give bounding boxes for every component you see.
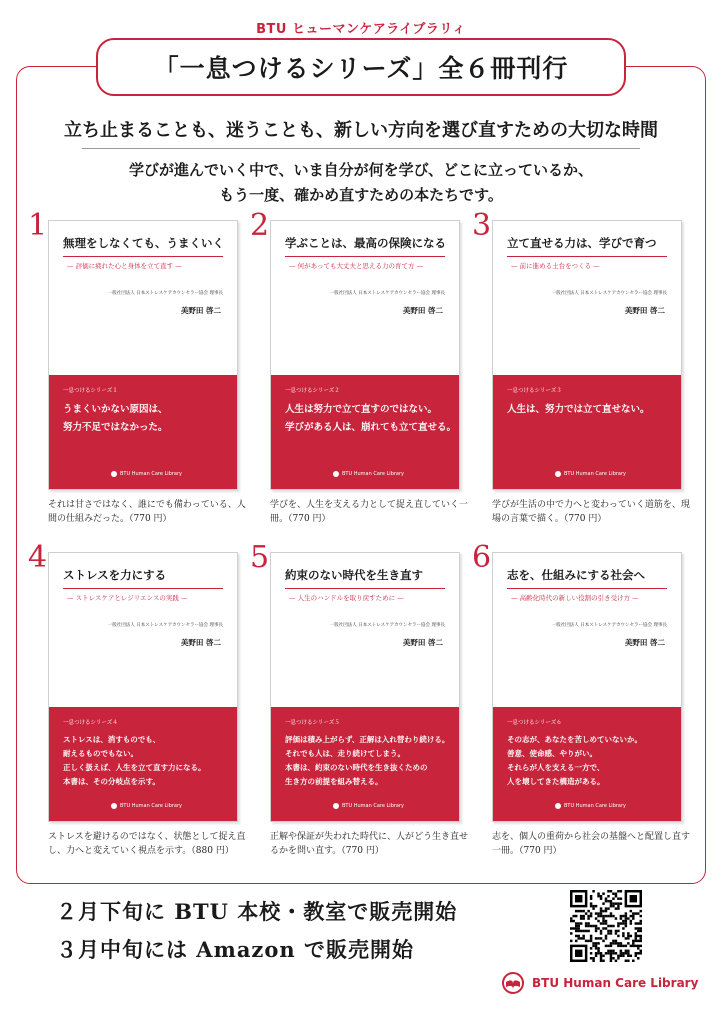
book-title: ストレスを力にする — [63, 568, 167, 582]
book-number: 4 — [28, 540, 48, 575]
logo-mark-icon — [333, 471, 339, 477]
band-line: うまくいかない原因は、 — [63, 404, 168, 415]
title-rule — [285, 256, 445, 257]
band-line: それらが人を支える一方で、 — [507, 763, 605, 772]
intro-line: 学びが進んでいく中で、いま自分が何を学び、どこに立っているか、 — [128, 161, 594, 179]
book-cover[interactable] — [270, 552, 460, 822]
logo-mark-icon — [111, 803, 117, 809]
logo-mark-icon — [333, 803, 339, 809]
book-logo-icon — [500, 972, 526, 994]
band-copy — [285, 733, 449, 789]
book-subtitle: — 前に進める土台をつくる — — [511, 262, 600, 270]
book-description: 正解や保証が失われた時代に、人がどう生き直せるかを問い直す。（770 円） — [270, 832, 469, 856]
title-rule — [63, 256, 223, 257]
book-cover[interactable] — [48, 552, 238, 822]
book-cover[interactable] — [270, 220, 460, 490]
cover-logo — [111, 803, 182, 809]
series-label: 一息つけるシリーズ３ — [507, 388, 562, 394]
book-cover[interactable] — [48, 220, 238, 490]
band-line: 本書は、約束のない時代を生き抜くための — [285, 763, 428, 772]
author-org: 一般社団法人 日本ストレスケアカウンセラー協会 理事長 — [107, 623, 223, 628]
cover-logo — [555, 471, 626, 477]
book-subtitle: — 人生のハンドルを取り戻すために — — [289, 594, 404, 602]
band-line: 人生は努力で立て直すのではない。 — [285, 404, 438, 415]
book-subtitle: — 高齢化時代の新しい役割の引き受け方 — — [511, 594, 639, 602]
band-copy — [507, 401, 650, 419]
logo-mark-icon — [555, 803, 561, 809]
cover-logo — [333, 803, 404, 809]
cover-logo — [333, 471, 404, 477]
cover-logo — [555, 803, 626, 809]
book-title: 無理をしなくても、うまくいく — [63, 236, 224, 250]
brand-header: BTU ヒューマンケアライブラリィ — [256, 22, 466, 37]
intro-line: もう一度、確かめ直すための本たちです。 — [219, 186, 503, 204]
author-name: 美野田 啓二 — [624, 306, 665, 315]
cover-logo — [111, 471, 182, 477]
cover-band — [49, 707, 237, 821]
author-name: 美野田 啓二 — [624, 638, 665, 647]
book-number: 6 — [472, 540, 492, 575]
series-label: 一息つけるシリーズ６ — [507, 720, 562, 726]
title-rule — [285, 588, 445, 589]
book-description: 志を、個人の重荷から社会の基盤へと配置し直す一冊。（770 円） — [492, 832, 691, 856]
cover-logo-text: BTU Human Care Library — [342, 471, 405, 477]
band-line: 学びがある人は、崩れても立て直せる。 — [285, 422, 457, 433]
band-line: ストレスは、消すものでも、 — [63, 735, 161, 744]
headline: 立ち止まることも、迷うことも、新しい方向を選び直すための大切な時間 — [64, 120, 658, 141]
cover-logo-text: BTU Human Care Library — [564, 471, 627, 477]
book-cover[interactable] — [492, 552, 682, 822]
book-title: 学ぶことは、最高の保険になる — [285, 236, 446, 250]
cover-band — [271, 707, 459, 821]
band-line: 正しく扱えば、人生を立て直す力になる。 — [63, 763, 206, 772]
series-label: 一息つけるシリーズ１ — [63, 388, 118, 394]
band-copy — [63, 733, 206, 789]
book-number: 3 — [472, 208, 492, 243]
band-copy — [63, 401, 168, 437]
band-line: 人を壊してきた構造がある。 — [507, 777, 605, 786]
band-line: 評価は積み上がらず、正解は入れ替わり続ける。 — [285, 735, 450, 744]
series-label: 一息つけるシリーズ５ — [285, 720, 340, 726]
divider — [82, 148, 640, 149]
cover-logo-text: BTU Human Care Library — [120, 471, 183, 477]
intro-text — [0, 158, 722, 208]
qr-code[interactable] — [570, 890, 642, 962]
band-line: それでも人は、走り続けてしまう。 — [285, 749, 405, 758]
book-description: ストレスを避けるのではなく、状態として捉え直し、力へと変えていく視点を示す。（880 円） — [48, 832, 246, 856]
book-cover[interactable] — [492, 220, 682, 490]
cover-logo-text: BTU Human Care Library — [120, 803, 183, 809]
series-label: 一息つけるシリーズ４ — [63, 720, 118, 726]
logo-mark-icon — [555, 471, 561, 477]
book-subtitle: — 評価に疲れた心と身体を立て直す — — [67, 262, 182, 270]
sale-info-line-1: ２月下旬に BTU 本校・教室で販売開始 — [56, 899, 458, 924]
book-number: 5 — [250, 540, 270, 575]
book-title: 志を、仕組みにする社会へ — [507, 568, 645, 582]
band-line: 耐えるものでもない。 — [63, 749, 138, 758]
book-description: それは甘さではなく、誰にでも備わっている、人間の仕組みだった。（770 円） — [48, 500, 246, 524]
book-subtitle: — ストレスケアとレジリエンスの実践 — — [67, 594, 188, 602]
band-line: 努力不足ではなかった。 — [63, 422, 168, 433]
title-rule — [507, 256, 667, 257]
cover-logo-text: BTU Human Care Library — [564, 803, 627, 809]
band-line: 人生は、努力では立て直せない。 — [507, 404, 650, 415]
author-org: 一般社団法人 日本ストレスケアカウンセラー協会 理事長 — [551, 623, 667, 628]
title-rule — [63, 588, 223, 589]
sale-info-line-2: ３月中旬には Amazon で販売開始 — [56, 937, 414, 962]
page-title: 「一息つけるシリーズ」全６冊刊行 — [96, 38, 626, 96]
cover-band — [49, 375, 237, 489]
cover-logo-text: BTU Human Care Library — [342, 803, 405, 809]
footer-logo — [500, 972, 698, 994]
author-org: 一般社団法人 日本ストレスケアカウンセラー協会 理事長 — [551, 291, 667, 296]
band-copy — [285, 401, 456, 437]
series-label: 一息つけるシリーズ２ — [285, 388, 340, 394]
author-name: 美野田 啓二 — [180, 638, 221, 647]
book-number: 2 — [250, 208, 270, 243]
author-org: 一般社団法人 日本ストレスケアカウンセラー協会 理事長 — [329, 623, 445, 628]
title-rule — [507, 588, 667, 589]
book-title: 約束のない時代を生き直す — [285, 568, 423, 582]
book-description: 学びを、人生を支える力として捉え直していく一冊。（770 円） — [270, 500, 469, 524]
author-name: 美野田 啓二 — [180, 306, 221, 315]
author-name: 美野田 啓二 — [402, 638, 443, 647]
cover-band — [493, 707, 681, 821]
band-line: その志が、あなたを苦しめていないか。 — [507, 735, 642, 744]
logo-mark-icon — [111, 471, 117, 477]
band-line: 生き方の前提を組み替える。 — [285, 777, 383, 786]
band-copy — [507, 733, 642, 789]
cover-band — [493, 375, 681, 489]
book-number: 1 — [28, 208, 48, 243]
author-org: 一般社団法人 日本ストレスケアカウンセラー協会 理事長 — [329, 291, 445, 296]
band-line: 本書は、その分岐点を示す。 — [63, 777, 160, 786]
footer-logo-text: BTU Human Care Library — [532, 976, 699, 990]
band-line: 善意、使命感、やりがい。 — [507, 749, 597, 758]
book-description: 学びが生活の中で力へと変わっていく道筋を、現場の言葉で描く。（770 円） — [492, 500, 690, 524]
author-name: 美野田 啓二 — [402, 306, 443, 315]
book-title: 立て直せる力は、学びで育つ — [507, 236, 657, 250]
author-org: 一般社団法人 日本ストレスケアカウンセラー協会 理事長 — [107, 291, 223, 296]
cover-band — [271, 375, 459, 489]
book-subtitle: — 何があっても大丈夫と思える力の育て方 — — [289, 262, 424, 270]
